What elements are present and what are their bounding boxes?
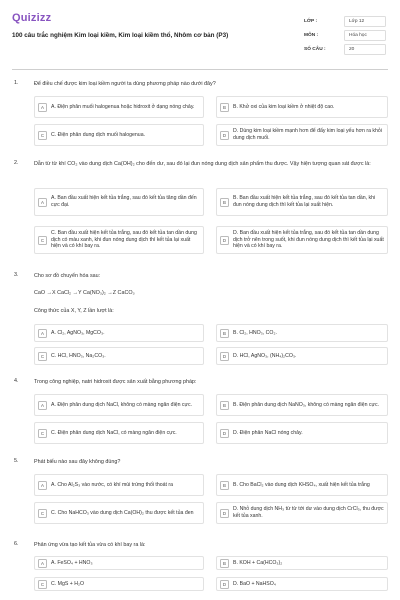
option-letter: B: [220, 481, 229, 490]
option-letter: C: [38, 236, 47, 245]
option-text: B. Khử oxi của kim loại kiềm ở nhiệt độ cao.: [233, 103, 335, 110]
option-c[interactable]: [34, 422, 204, 444]
option-c[interactable]: [34, 502, 204, 524]
option-b[interactable]: [216, 324, 388, 342]
option-a[interactable]: [34, 324, 204, 342]
question-text: Phản ứng vừa tạo kết tủa vừa có khí bay ra là:: [34, 542, 146, 548]
meta-value: 20: [344, 44, 386, 55]
option-letter: A: [38, 329, 47, 338]
option-d[interactable]: [216, 124, 388, 146]
option-letter: A: [38, 559, 47, 568]
option-letter: D: [220, 429, 229, 438]
option-a[interactable]: [34, 474, 204, 496]
option-text: C. Điện phân dung dịch muối halogenua.: [51, 131, 146, 138]
option-text: D. Dùng kim loại kiềm mạnh hơn để đẩy kim loại yếu hơn ra khỏi dung dịch muối.: [233, 128, 382, 141]
option-letter: B: [220, 198, 229, 207]
worksheet-title: 100 câu trắc nghiệm Kim loại kiềm, Kim loại kiềm thổ, Nhôm cơ bản (P3): [12, 32, 229, 39]
meta-row-count: [304, 42, 386, 56]
option-b[interactable]: [216, 556, 388, 570]
option-text: A. Điện phân muối halogenua hoặc hidroxit ở dạng nóng chảy.: [51, 103, 195, 110]
question-subtext: Công thức của X, Y, Z lần lượt là:: [34, 308, 114, 314]
option-text: A. Điện phân dung dịch NaCl, không có màng ngăn điện cực.: [51, 401, 193, 408]
question-text: Phát biểu nào sau đây không đúng?: [34, 459, 121, 465]
option-b[interactable]: [216, 474, 388, 496]
option-text: B. Ban đầu xuất hiện kết tủa trắng, sau đó kết tủa tan dần, khi đun nóng dung dịch thì kết tủa lại xuất hiện.: [233, 195, 376, 208]
option-text: C. HCl, HNO₃, Na₂CO₃.: [51, 352, 106, 359]
option-b[interactable]: [216, 96, 388, 118]
option-a[interactable]: [34, 394, 204, 416]
option-text: C. Điện phân dung dịch NaCl, có màng ngăn điện cực.: [51, 429, 177, 436]
option-letter: B: [220, 559, 229, 568]
option-letter: A: [38, 103, 47, 112]
option-text: C. Cho NaHCO₃ vào dung dịch Ca(OH)₂ thu được kết tủa đen: [51, 509, 194, 516]
option-letter: C: [38, 509, 47, 518]
option-letter: D: [220, 509, 229, 518]
option-letter: A: [38, 481, 47, 490]
option-letter: A: [38, 401, 47, 410]
option-letter: D: [220, 236, 229, 245]
option-a[interactable]: [34, 96, 204, 118]
question-text: Để điều chế được kim loại kiềm người ta dùng phương pháp nào dưới đây?: [34, 81, 216, 87]
option-text: D. Nhỏ dung dịch NH₃ từ từ tới dư vào dung dịch CrCl₃, thu được kết tủa xanh.: [233, 506, 384, 519]
question-number: 2.: [14, 160, 19, 166]
meta-row-class: [304, 14, 386, 28]
option-text: C. Ban đầu xuất hiện kết tủa trắng, sau đó kết tủa tan dần dung dịch có màu xanh, khi đun nóng dung dịch thì kết tủa lại xuất hiện và có khí bay ra.: [51, 230, 197, 250]
option-letter: D: [220, 131, 229, 140]
option-text: A. FeSO₄ + HNO₃: [51, 559, 93, 566]
option-letter: B: [220, 103, 229, 112]
option-text: B. Cho BaCl₂ vào dung dịch KHSO₄, xuất hiện kết tủa trắng: [233, 481, 370, 488]
option-text: A. Cho Al₂S₃ vào nước, có khí mùi trứng thối thoát ra: [51, 481, 174, 488]
option-text: D. BaO + NaHSO₄: [233, 580, 276, 587]
option-text: D. Điện phân NaCl nóng chảy.: [233, 429, 303, 436]
option-letter: B: [220, 329, 229, 338]
question-text: Cho sơ đồ chuyển hóa sau:: [34, 273, 101, 279]
option-letter: C: [38, 429, 47, 438]
option-c[interactable]: [34, 226, 204, 254]
option-letter: D: [220, 580, 229, 589]
option-d[interactable]: [216, 502, 388, 524]
worksheet-meta: [304, 14, 386, 56]
meta-key: MÔN :: [304, 32, 319, 38]
option-a[interactable]: [34, 188, 204, 216]
option-b[interactable]: [216, 188, 388, 216]
question-number: 6.: [14, 541, 19, 547]
question-number: 4.: [14, 378, 19, 384]
option-letter: A: [38, 198, 47, 207]
option-c[interactable]: [34, 577, 204, 591]
question-text: Trong công nghiệp, natri hidroxit được sản xuất bằng phương pháp:: [34, 379, 197, 385]
meta-row-subject: [304, 28, 386, 42]
worksheet-header: [12, 12, 388, 64]
meta-value: Lớp 12: [344, 16, 386, 27]
option-text: B. KOH + Ca(HCO₃)₂: [233, 559, 283, 566]
meta-key: SỐ CÂU :: [304, 46, 326, 52]
option-a[interactable]: [34, 556, 204, 570]
option-letter: C: [38, 131, 47, 140]
question-number: 5.: [14, 458, 19, 464]
header-divider: [12, 69, 388, 70]
option-c[interactable]: [34, 347, 204, 365]
option-text: D. HCl, AgNO₃, (NH₄)₂CO₃.: [233, 352, 297, 359]
meta-value: Hóa học: [344, 30, 386, 41]
question-number: 3.: [14, 272, 19, 278]
question-number: 1.: [14, 80, 19, 86]
quizizz-logo: Quizizz: [12, 12, 52, 24]
conversion-scheme: CaO →X CaCl₂ →Y Ca(NO₃)₂ →Z CaCO₃: [34, 290, 135, 296]
option-letter: B: [220, 401, 229, 410]
option-d[interactable]: [216, 577, 388, 591]
option-text: A. Ban đầu xuất hiện kết tủa trắng, sau đó kết tủa tăng dần đến cực đại.: [51, 195, 197, 208]
option-text: B. Điện phân dung dịch NaNO₃, không có màng ngăn điện cực.: [233, 401, 380, 408]
meta-key: LỚP :: [304, 18, 318, 24]
option-text: A. Cl₂, AgNO₃, MgCO₃.: [51, 329, 105, 336]
option-letter: D: [220, 352, 229, 361]
option-c[interactable]: [34, 124, 204, 146]
option-b[interactable]: [216, 394, 388, 416]
option-text: C. MgS + H₂O: [51, 580, 85, 587]
option-d[interactable]: [216, 226, 388, 254]
option-letter: C: [38, 580, 47, 589]
question-text: Dẫn từ từ khí CO₂ vào dung dịch Ca(OH)₂ cho đến dư, sau đó lại đun nóng dung dịch sản phẩm thu được. Vậy hiện tượng quan sát được là:: [34, 161, 371, 167]
option-letter: C: [38, 352, 47, 361]
option-d[interactable]: [216, 347, 388, 365]
option-text: B. Cl₂, HNO₃, CO₂.: [233, 329, 277, 336]
option-d[interactable]: [216, 422, 388, 444]
option-text: D. Ban đầu xuất hiện kết tủa trắng, sau đó kết tủa tan dần dung dịch trở nên trong suốt, khi đun nóng dung dịch thì kết tủa lại xuất hiện và có khí bay ra.: [233, 230, 384, 250]
